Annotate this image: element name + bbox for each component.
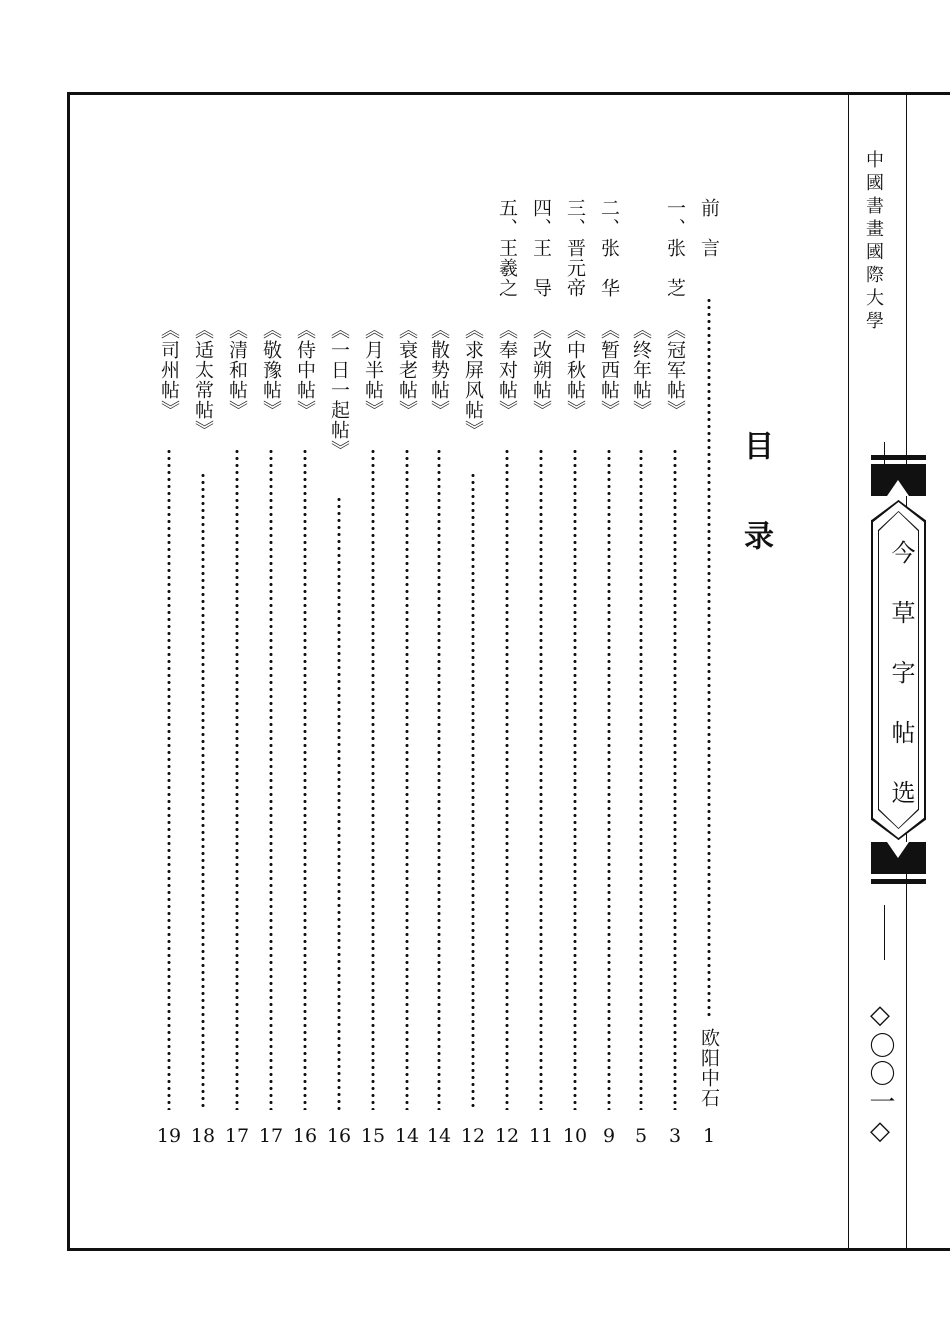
toc-work-title: 《求屏风帖》: [462, 320, 484, 440]
toc-leader-dots: [638, 448, 644, 1110]
publisher-name: 中國書畫國際大學: [863, 150, 884, 334]
toc-page-number: 11: [528, 1125, 554, 1147]
spine-divider-bottom: [884, 905, 885, 960]
toc-work-title: 《清和帖》: [226, 320, 248, 420]
toc-work-title: 《奉对帖》: [496, 320, 518, 420]
toc-leader-dots: [268, 448, 274, 1110]
toc-page-number: 12: [460, 1125, 486, 1147]
book-title: 今草字帖选: [887, 540, 915, 840]
toc-page-number: 10: [562, 1125, 588, 1147]
toc-section-label: 五、王羲之: [496, 198, 518, 298]
toc-section-label: 三、晋元帝: [564, 198, 586, 298]
toc-work-title: 《散势帖》: [428, 320, 450, 420]
toc-leader-dots: [538, 448, 544, 1110]
toc-leader-dots: [166, 448, 172, 1110]
toc-leader-dots: [706, 297, 712, 1020]
toc-leader-dots: [436, 448, 442, 1110]
toc-section-label: 二、张 华: [598, 198, 620, 298]
toc-heading: 目录: [738, 430, 773, 610]
toc-page-number: 14: [426, 1125, 452, 1147]
toc-section-label: 前 言: [698, 198, 720, 258]
toc-work-title: 《适太常帖》: [192, 320, 214, 440]
toc-page-number: 16: [326, 1125, 352, 1147]
toc-page-number: 17: [258, 1125, 284, 1147]
toc-page-number: 5: [634, 1125, 648, 1147]
toc-leader-dots: [470, 472, 476, 1110]
toc-leader-dots: [572, 448, 578, 1110]
toc-work-title: 《月半帖》: [362, 320, 384, 420]
page-number: ◇〇〇一◇: [865, 1000, 895, 1148]
toc-work-title: 《暂西帖》: [598, 320, 620, 420]
toc-leader-dots: [336, 496, 342, 1110]
toc-page-number: 12: [494, 1125, 520, 1147]
toc-page-number: 16: [292, 1125, 318, 1147]
toc-work-title: 《改朔帖》: [530, 320, 552, 420]
toc-page-number: 9: [602, 1125, 616, 1147]
toc-entry: [154, 0, 184, 1344]
toc-work-title: 《冠军帖》: [664, 320, 686, 420]
margin-rule-left: [848, 95, 849, 1250]
toc-page-number: 14: [394, 1125, 420, 1147]
toc-author: 欧阳中石: [698, 1028, 720, 1108]
toc-leader-dots: [370, 448, 376, 1110]
toc-leader-dots: [302, 448, 308, 1110]
toc-section-label: 一、张 芝: [664, 198, 686, 298]
toc-leader-dots: [200, 472, 206, 1110]
toc-work-title: 《衰老帖》: [396, 320, 418, 420]
toc-page-number: 15: [360, 1125, 386, 1147]
toc-work-title: 《中秋帖》: [564, 320, 586, 420]
toc-page-number: 3: [668, 1125, 682, 1147]
toc-work-title: 《终年帖》: [630, 320, 652, 420]
toc-work-title: 《侍中帖》: [294, 320, 316, 420]
toc-leader-dots: [234, 448, 240, 1110]
toc-leader-dots: [672, 448, 678, 1110]
toc-section-label: 四、王 导: [530, 198, 552, 298]
toc-leader-dots: [606, 448, 612, 1110]
toc-work-title: 《敬豫帖》: [260, 320, 282, 420]
toc-page-number: 18: [190, 1125, 216, 1147]
toc-work-title: 《司州帖》: [158, 320, 180, 420]
toc-page-number: 19: [156, 1125, 182, 1147]
toc-page-number: 1: [702, 1125, 716, 1147]
toc-leader-dots: [504, 448, 510, 1110]
toc-work-title: 《一日一起帖》: [328, 320, 350, 460]
toc-leader-dots: [404, 448, 410, 1110]
toc-page-number: 17: [224, 1125, 250, 1147]
